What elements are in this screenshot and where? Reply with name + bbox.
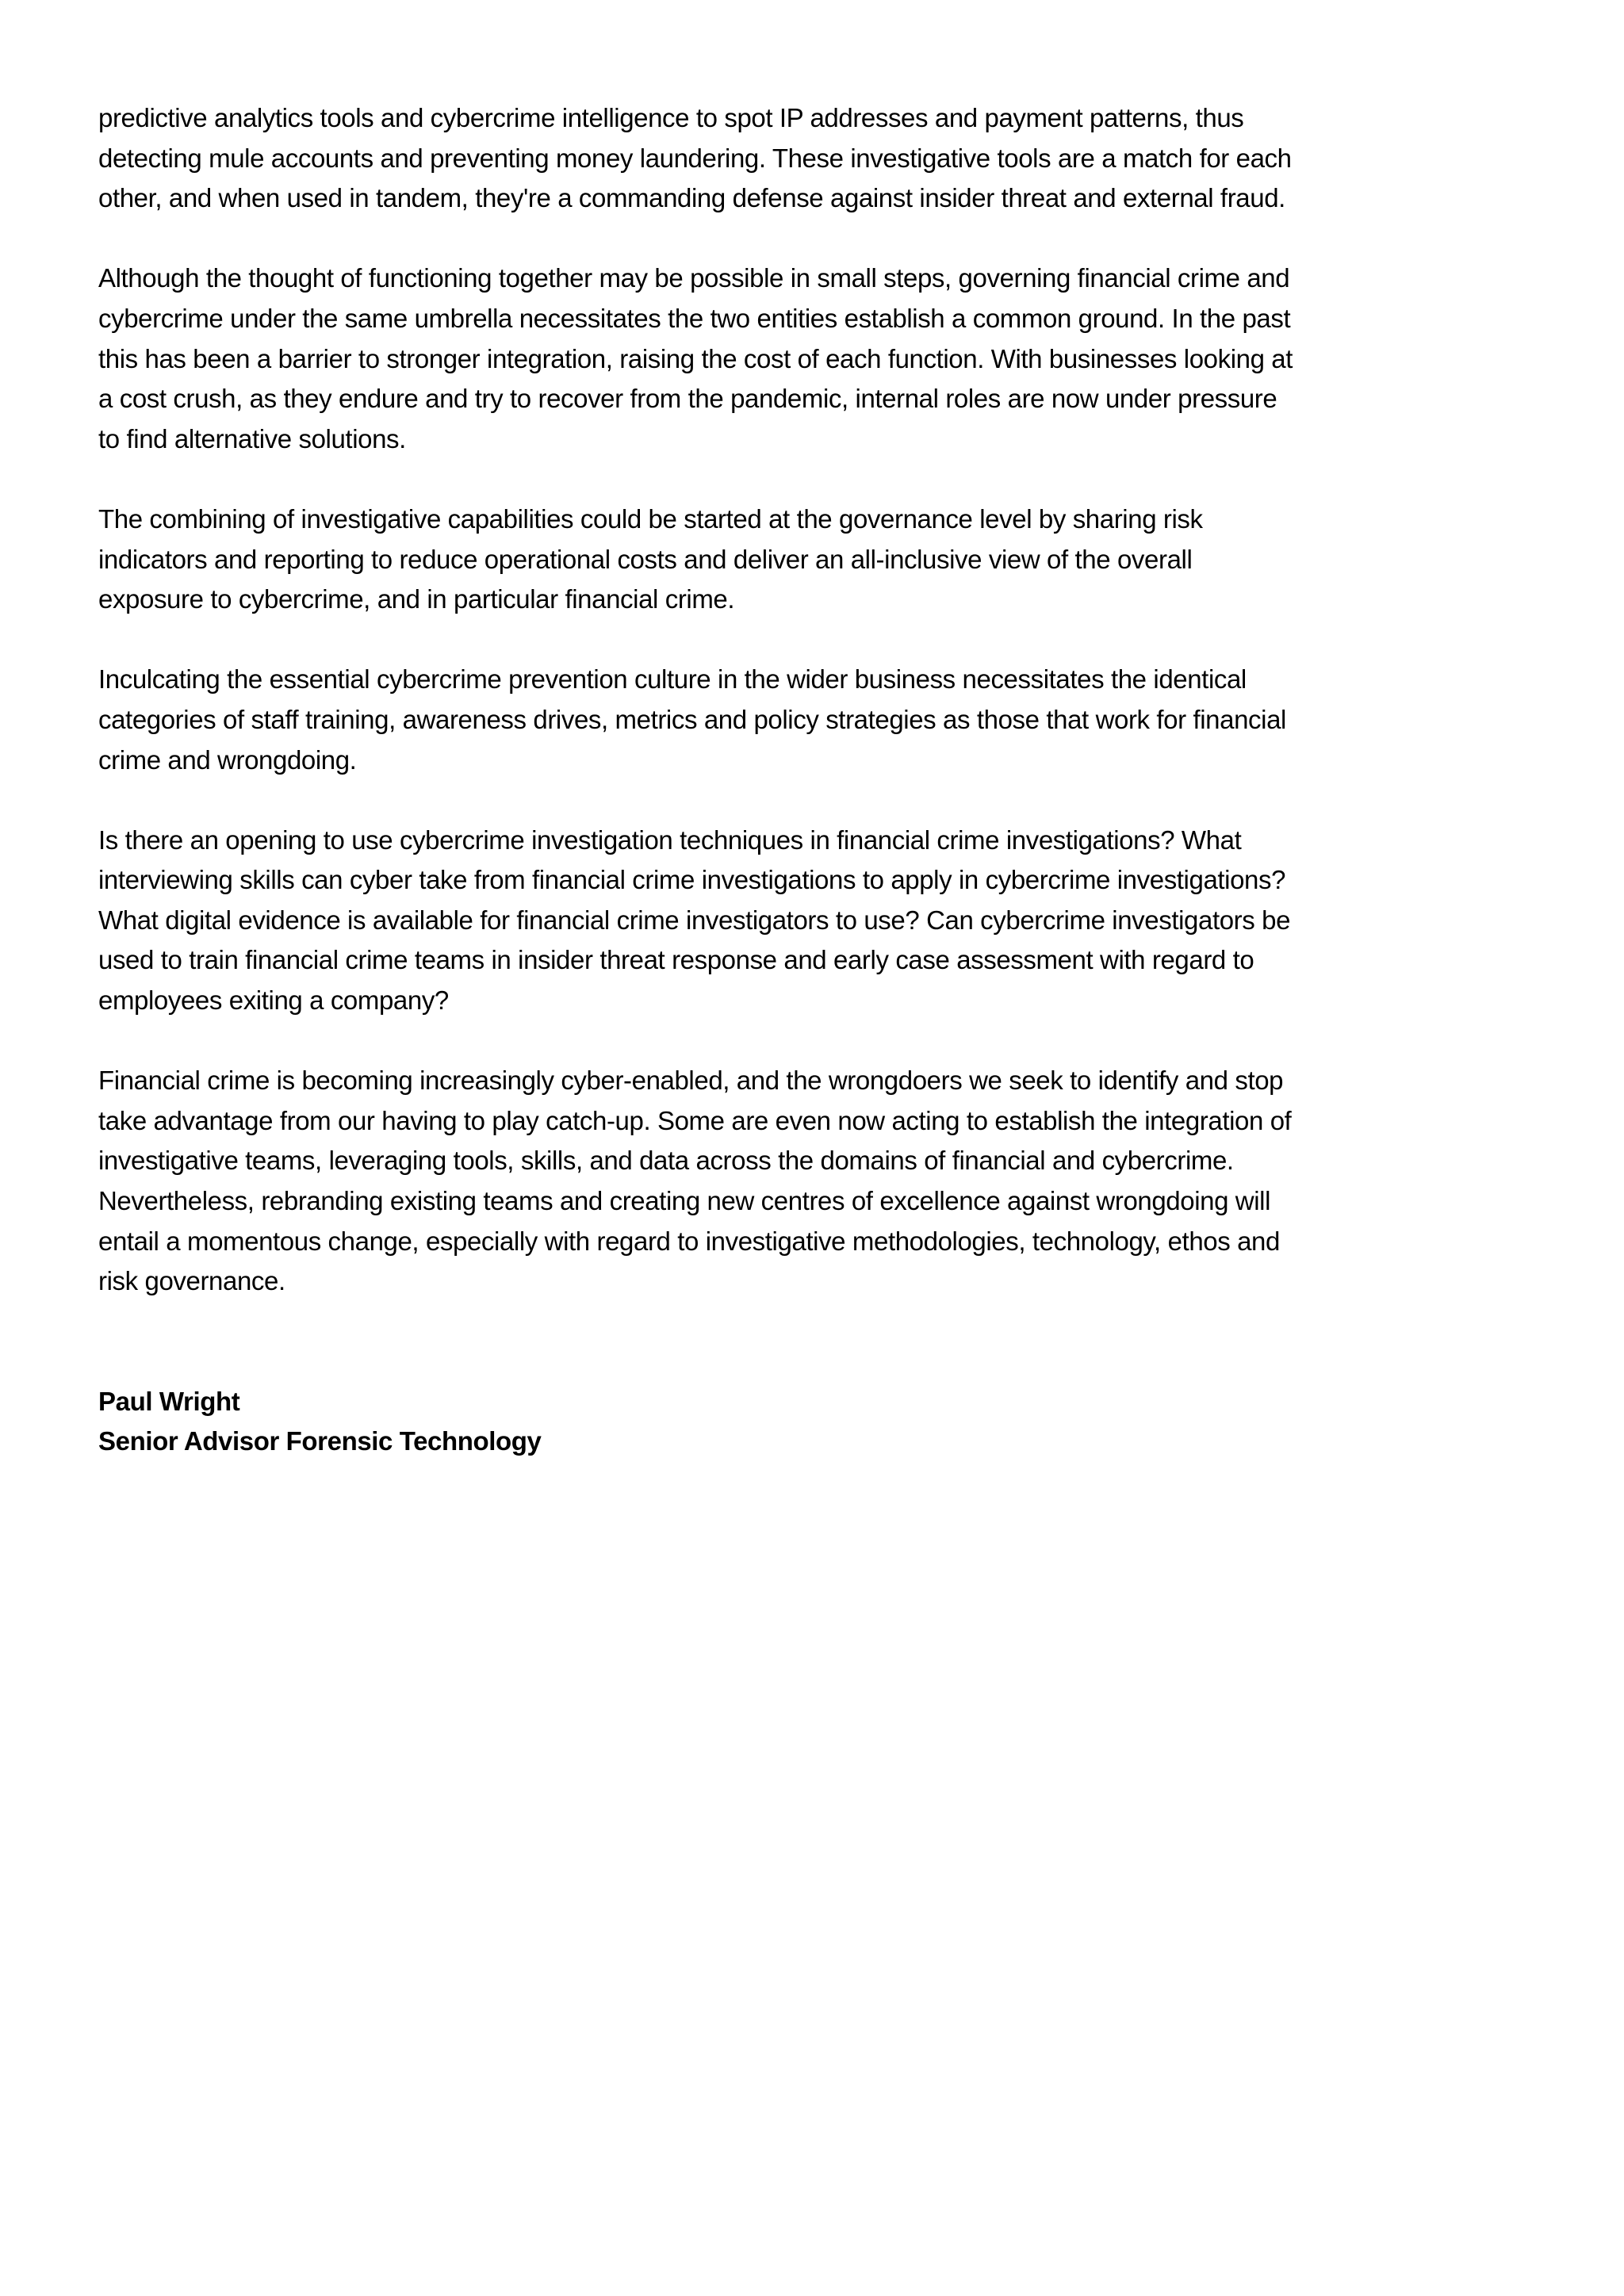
author-title: Senior Advisor Forensic Technology [98, 1426, 542, 1456]
body-text [98, 98, 1542, 1302]
text-line: Although the thought of functioning together may be possible in small steps, governing financial crime and [98, 263, 1290, 293]
paragraph [98, 499, 1542, 620]
document-page [98, 98, 1542, 1462]
text-line: cybercrime under the same umbrella necessitates the two entities establish a common ground. In the past [98, 303, 1291, 333]
paragraph [98, 258, 1542, 459]
text-line: The combining of investigative capabilities could be started at the governance level by sharing risk [98, 503, 1203, 534]
text-line: Nevertheless, rebranding existing teams and creating new centres of excellence against wrongdoing will [98, 1186, 1271, 1216]
text-line: indicators and reporting to reduce operational costs and deliver an all-inclusive view of the overall [98, 544, 1193, 574]
text-line: detecting mule accounts and preventing money laundering. These investigative tools are a match for each [98, 143, 1292, 173]
paragraph [98, 98, 1542, 219]
paragraph [98, 1061, 1542, 1302]
text-line: exposure to cybercrime, and in particular financial crime. [98, 584, 735, 614]
paragraph [98, 821, 1542, 1021]
text-line: used to train financial crime teams in insider threat response and early case assessment with regard to [98, 945, 1254, 975]
text-line: other, and when used in tandem, they're a commanding defense against insider threat and external fraud. [98, 183, 1285, 213]
author-name: Paul Wright [98, 1386, 240, 1416]
text-line: Is there an opening to use cybercrime investigation techniques in financial crime investigations? What [98, 825, 1242, 855]
text-line: a cost crush, as they endure and try to recover from the pandemic, internal roles are now under pressure [98, 384, 1277, 414]
text-line: employees exiting a company? [98, 985, 449, 1016]
text-line: entail a momentous change, especially with regard to investigative methodologies, technology, ethos and [98, 1226, 1280, 1256]
paragraph [98, 660, 1542, 780]
text-line: Financial crime is becoming increasingly cyber-enabled, and the wrongdoers we seek to identify and stop [98, 1066, 1284, 1096]
text-line: categories of staff training, awareness drives, metrics and policy strategies as those that work for financial [98, 704, 1286, 734]
text-line: predictive analytics tools and cybercrime intelligence to spot IP addresses and payment patterns, thus [98, 103, 1244, 132]
text-line: crime and wrongdoing. [98, 744, 357, 775]
text-line: to find alternative solutions. [98, 423, 406, 453]
text-line: interviewing skills can cyber take from financial crime investigations to apply in cybercrime investigations? [98, 865, 1286, 895]
signature-block [98, 1382, 1542, 1462]
text-line: this has been a barrier to stronger integration, raising the cost of each function. With businesses looking at [98, 343, 1293, 373]
text-line: take advantage from our having to play catch-up. Some are even now acting to establish the integration of [98, 1105, 1292, 1135]
text-line: What digital evidence is available for financial crime investigators to use? Can cybercrime investigators be [98, 905, 1291, 935]
text-line: risk governance. [98, 1266, 285, 1296]
text-line: Inculcating the essential cybercrime prevention culture in the wider business necessitates the identical [98, 664, 1247, 695]
text-line: investigative teams, leveraging tools, skills, and data across the domains of financial and cybercrime. [98, 1146, 1234, 1176]
